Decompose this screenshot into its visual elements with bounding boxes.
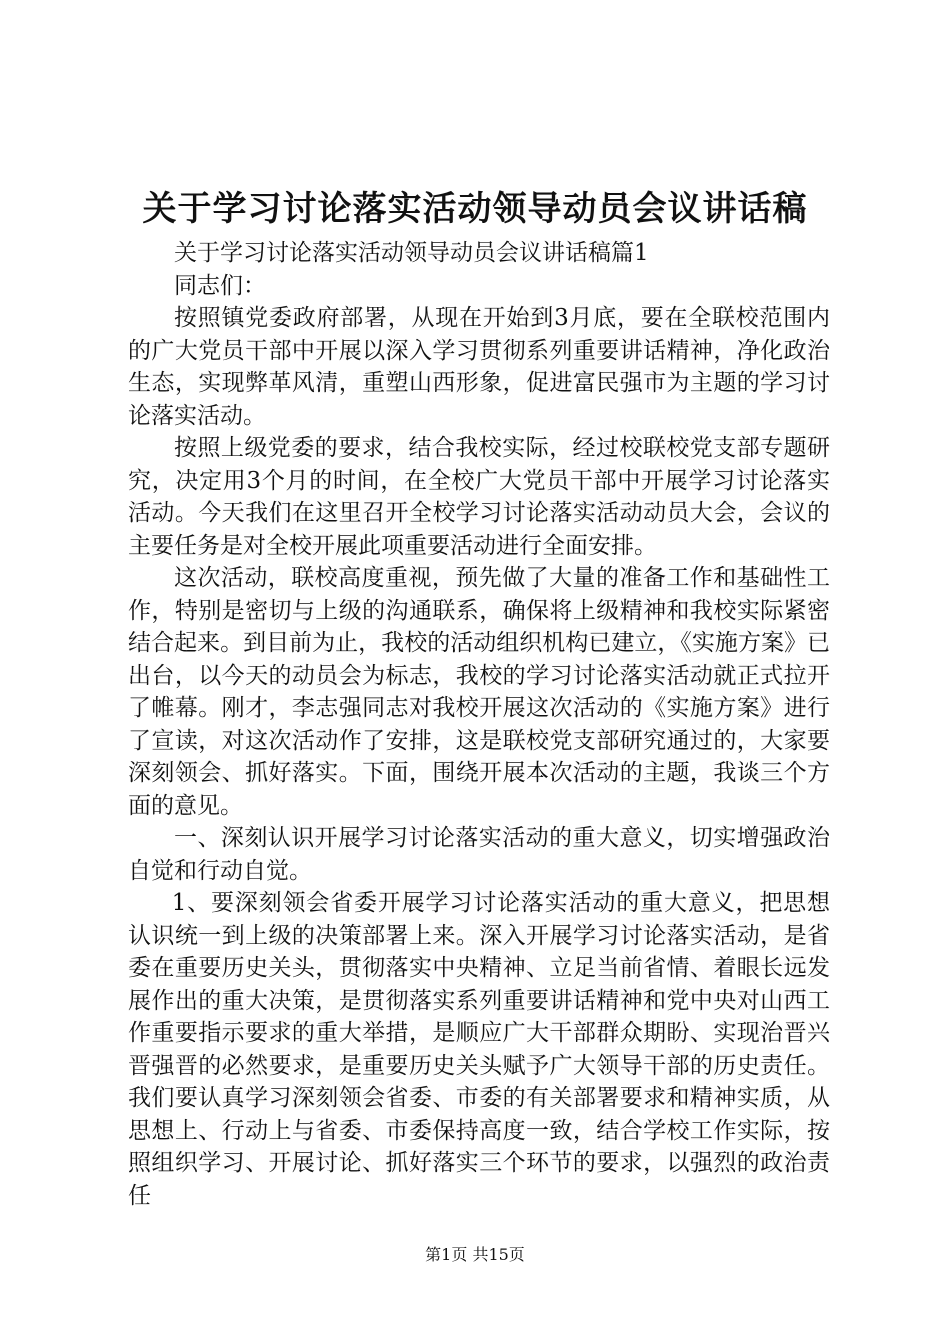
section-heading: 一、深刻认识开展学习讨论落实活动的重大意义，切实增强政治自觉和行动自觉。 (128, 825, 830, 884)
document-body (128, 237, 830, 1212)
page-footer: 第1页 共15页 (425, 1245, 525, 1264)
document-subtitle: 关于学习讨论落实活动领导动员会议讲话稿篇1 (174, 240, 649, 266)
salutation: 同志们： (174, 272, 266, 299)
paragraph: 按照镇党委政府部署，从现在开始到3月底，要在全联校范围内的广大党员干部中开展以深入学习贯彻系列重要讲话精神，净化政治生态，实现弊革风清，重塑山西形象，促进富民强市为主题的学习讨论落实活动。 (128, 305, 830, 429)
paragraph: 这次活动，联校高度重视，预先做了大量的准备工作和基础性工作，特别是密切与上级的沟通联系，确保将上级精神和我校实际紧密结合起来。到目前为止，我校的活动组织机构已建立，《实施方案》已出台，以今天的动员会为标志，我校的学习讨论落实活动就正式拉开了帷幕。刚才，李志强同志对我校开展这次活动的《实施方案》进行了宣读，对这次活动作了安排，这是联校党支部研究通过的，大家要深刻领会、抓好落实。下面，围绕开展本次活动的主题，我谈三个方面的意见。 (128, 565, 830, 819)
paragraph: 1、要深刻领会省委开展学习讨论落实活动的重大意义，把思想认识统一到上级的决策部署上来。深入开展学习讨论落实活动，是省委在重要历史关头，贯彻落实中央精神、立足当前省情、着眼长远发展作出的重大决策，是贯彻落实系列重要讲话精神和党中央对山西工作重要指示要求的重大举措，是顺应广大干部群众期盼、实现治晋兴晋强晋的必然要求，是重要历史关头赋予广大领导干部的历史责任。我们要认真学习深刻领会省委、市委的有关部署要求和精神实质，从思想上、行动上与省委、市委保持高度一致，结合学校工作实际，按照组织学习、开展讨论、抓好落实三个环节的要求，以强烈的政治责任 (128, 890, 830, 1209)
document-title: 关于学习讨论落实活动领导动员会议讲话稿 (142, 189, 808, 229)
paragraph: 按照上级党委的要求，结合我校实际，经过校联校党支部专题研究，决定用3个月的时间，在全校广大党员干部中开展学习讨论落实活动。今天我们在这里召开全校学习讨论落实活动动员大会，会议的主要任务是对全校开展此项重要活动进行全面安排。 (128, 435, 830, 559)
